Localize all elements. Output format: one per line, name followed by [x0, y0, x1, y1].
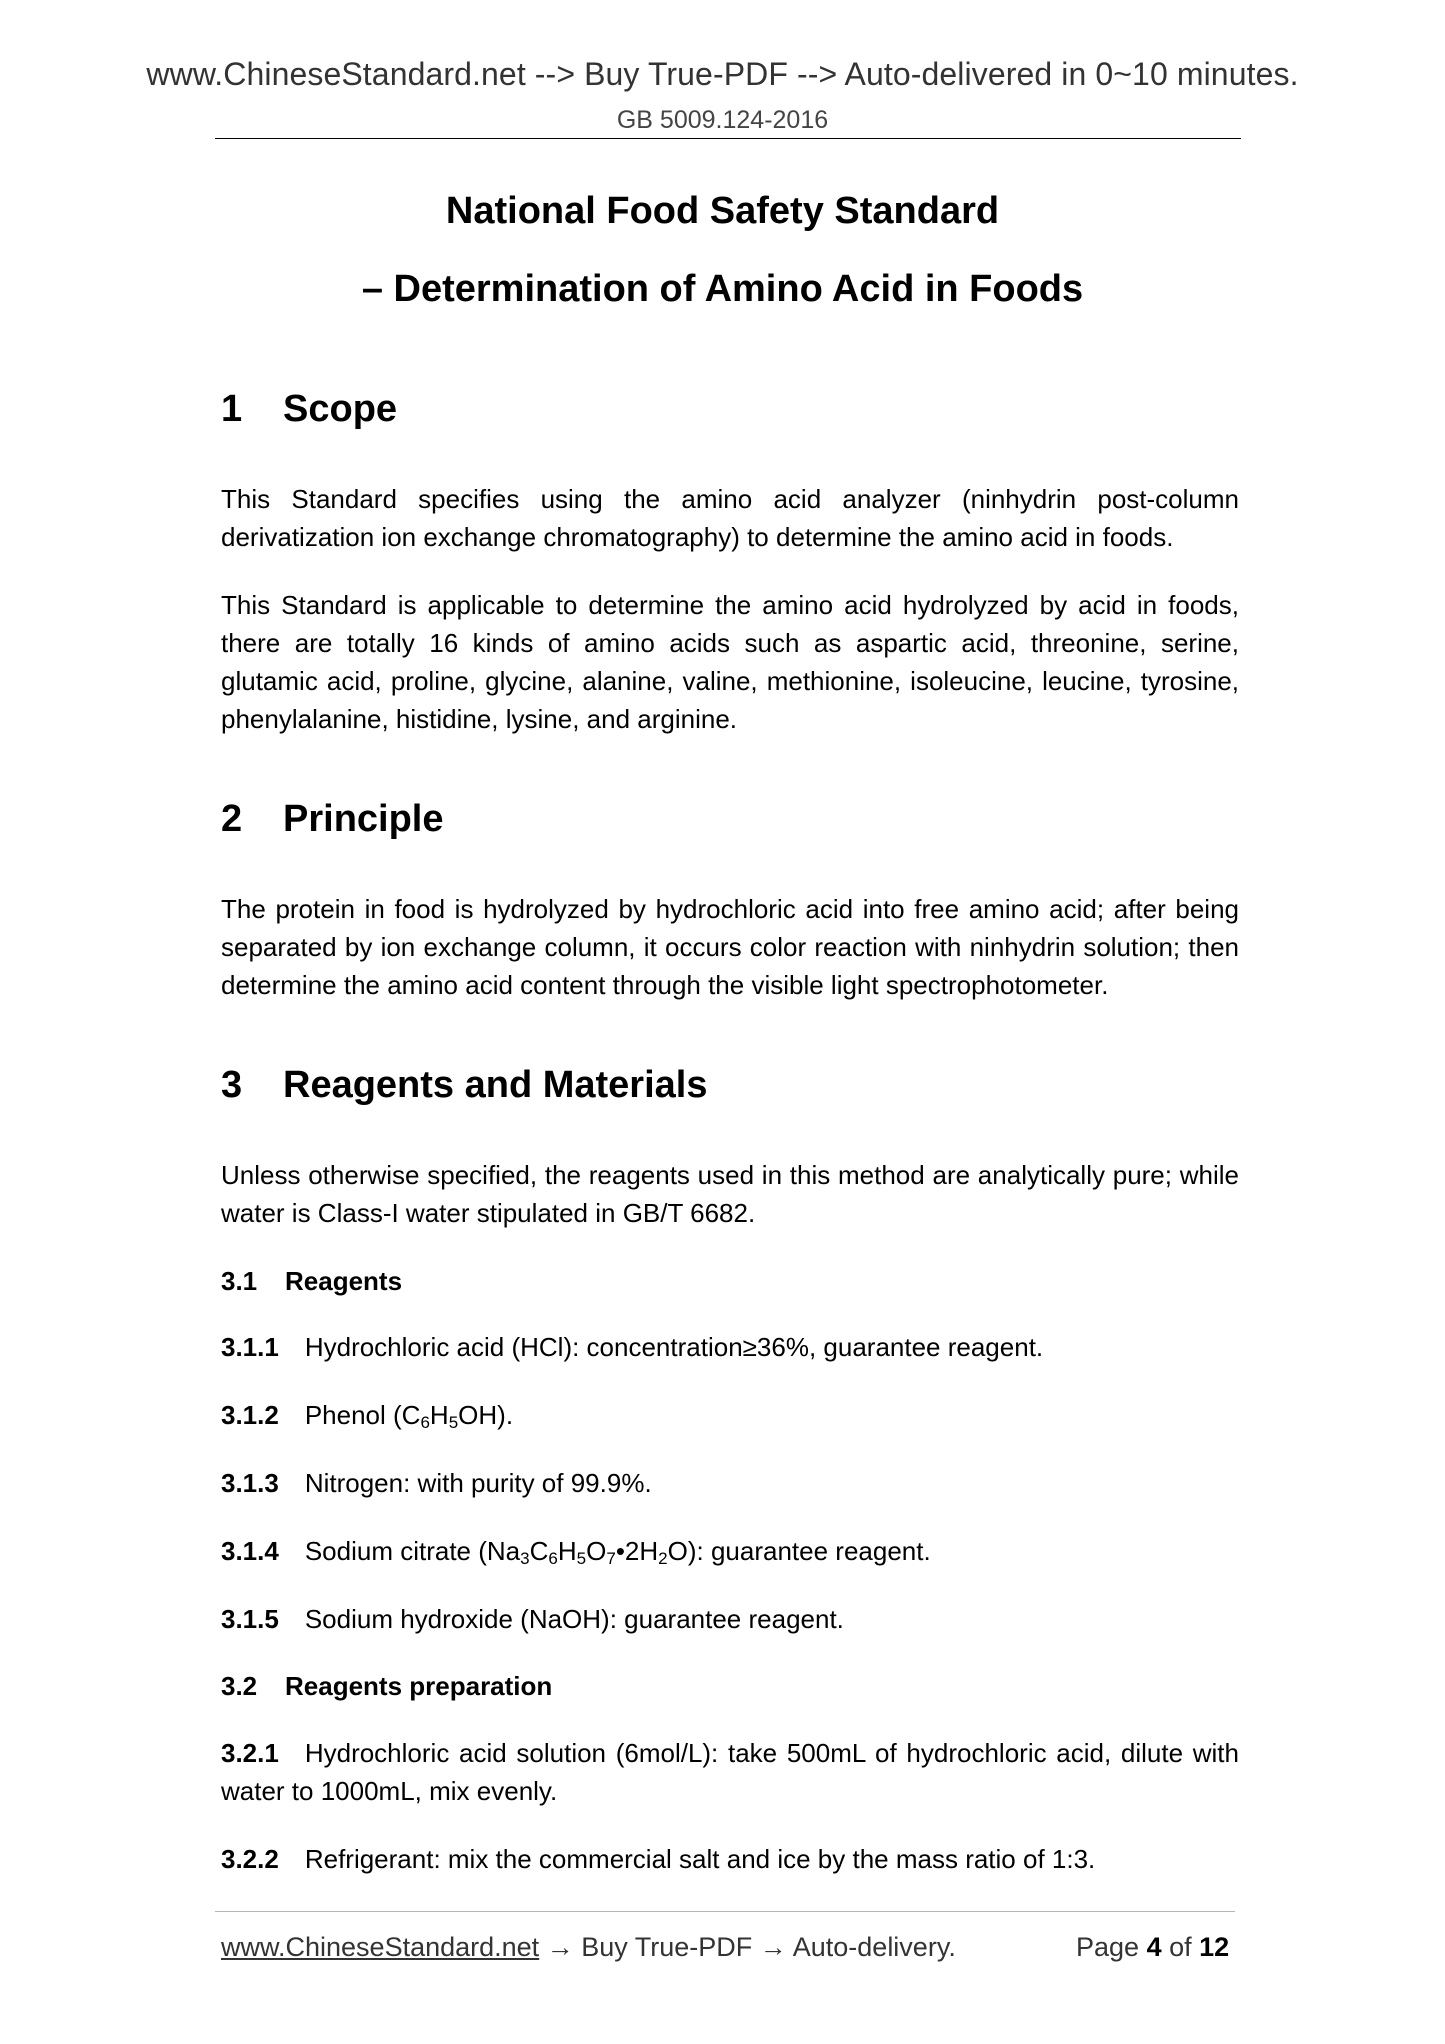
clause-text: Hydrochloric acid (HCl): concentration≥36%, guarantee reagent.: [304, 1332, 1044, 1362]
footer-site-link[interactable]: www.ChineseStandard.net: [221, 1932, 540, 1962]
clause-text: Refrigerant: mix the commercial salt and ice by the mass ratio of 1:3.: [304, 1844, 1096, 1874]
section-title: Scope: [283, 388, 398, 430]
scope-paragraph-1: This Standard specifies using the amino acid analyzer (ninhydrin post-column derivatization ion exchange chromatography) to determine the amino acid in foods.: [221, 484, 1239, 552]
clause-3-1-2: [221, 1396, 1239, 1434]
current-page: 4: [1146, 1932, 1162, 1962]
clause-text: Nitrogen: with purity of 99.9%.: [304, 1468, 652, 1498]
section-heading-scope: [221, 388, 397, 431]
document-title: National Food Safety Standard: [445, 190, 1000, 232]
section-title: Reagents and Materials: [283, 1064, 708, 1106]
clause-number: 3.1.5: [221, 1604, 279, 1634]
footer-promo: [221, 1932, 956, 1963]
clause-3-2-2: [221, 1840, 1239, 1878]
header-rule: [215, 138, 1241, 139]
clause-3-1-4: [221, 1532, 1239, 1570]
subsection-number: 3.2: [221, 1671, 258, 1701]
clause-text: Sodium hydroxide (NaOH): guarantee reagent.: [304, 1604, 844, 1634]
subsection-heading-reagents: [221, 1266, 402, 1297]
total-pages: 12: [1199, 1932, 1230, 1962]
footer-rule: [215, 1911, 1235, 1912]
section-number: 3: [221, 1064, 243, 1106]
clause-number: 3.1.3: [221, 1468, 279, 1498]
clause-3-1-1: [221, 1328, 1239, 1366]
clause-3-1-3: [221, 1464, 1239, 1502]
clause-number: 3.1.4: [221, 1536, 279, 1566]
subsection-title: Reagents preparation: [285, 1671, 553, 1701]
clause-text: Hydrochloric acid solution (6mol/L): take 500mL of hydrochloric acid, dilute with water to 1000mL, mix evenly.: [221, 1738, 1239, 1806]
principle-paragraph: The protein in food is hydrolyzed by hydrochloric acid into free amino acid; after being separated by ion exchange column, it occurs color reaction with ninhydrin solution; then determine the amino acid content through the visible light spectrophotometer.: [221, 894, 1239, 1000]
clause-number: 3.1.1: [221, 1332, 279, 1362]
subsection-title: Reagents: [285, 1266, 403, 1296]
clause-text: Sodium citrate $(Na_3C_6H_5O_7•2H_2O)$: guarantee reagent.: [304, 1536, 931, 1568]
section-number: 1: [221, 388, 243, 430]
section-title: Principle: [283, 798, 444, 840]
subsection-heading-reagents-preparation: [221, 1671, 552, 1702]
section-heading-reagents: [221, 1064, 707, 1107]
document-subtitle: – Determination of Amino Acid in Foods: [361, 268, 1084, 310]
footer-promo-text: → Buy True-PDF → Auto-delivery.: [539, 1932, 956, 1962]
page-indicator: Page 4 of 12: [1076, 1932, 1230, 1962]
reagents-paragraph: Unless otherwise specified, the reagents used in this method are analytically pure; while water is Class-I water stipulated in GB/T 6682.: [221, 1160, 1239, 1228]
section-number: 2: [221, 798, 243, 840]
section-heading-principle: [221, 798, 444, 841]
subsection-number: 3.1: [221, 1266, 258, 1296]
clause-number: 3.1.2: [221, 1400, 279, 1430]
clause-number: 3.2.1: [221, 1738, 279, 1768]
scope-paragraph-2: This Standard is applicable to determine the amino acid hydrolyzed by acid in foods, there are totally 16 kinds of amino acids such as aspartic acid, threonine, serine, glutamic acid, proline, glycine, alanine, valine, methionine, isoleucine, leucine, tyrosine, phenylalanine, histidine, lysine, and arginine.: [221, 590, 1239, 734]
clause-number: 3.2.2: [221, 1844, 279, 1874]
standard-code: GB 5009.124-2016: [616, 106, 829, 134]
top-banner: www.ChineseStandard.net --> Buy True-PDF --> Auto-delivered in 0~10 minutes.: [146, 56, 1299, 92]
clause-3-1-5: [221, 1600, 1239, 1638]
clause-text: Phenol $(C_6H_5OH)$.: [304, 1400, 514, 1432]
clause-3-2-1: [221, 1734, 1239, 1810]
